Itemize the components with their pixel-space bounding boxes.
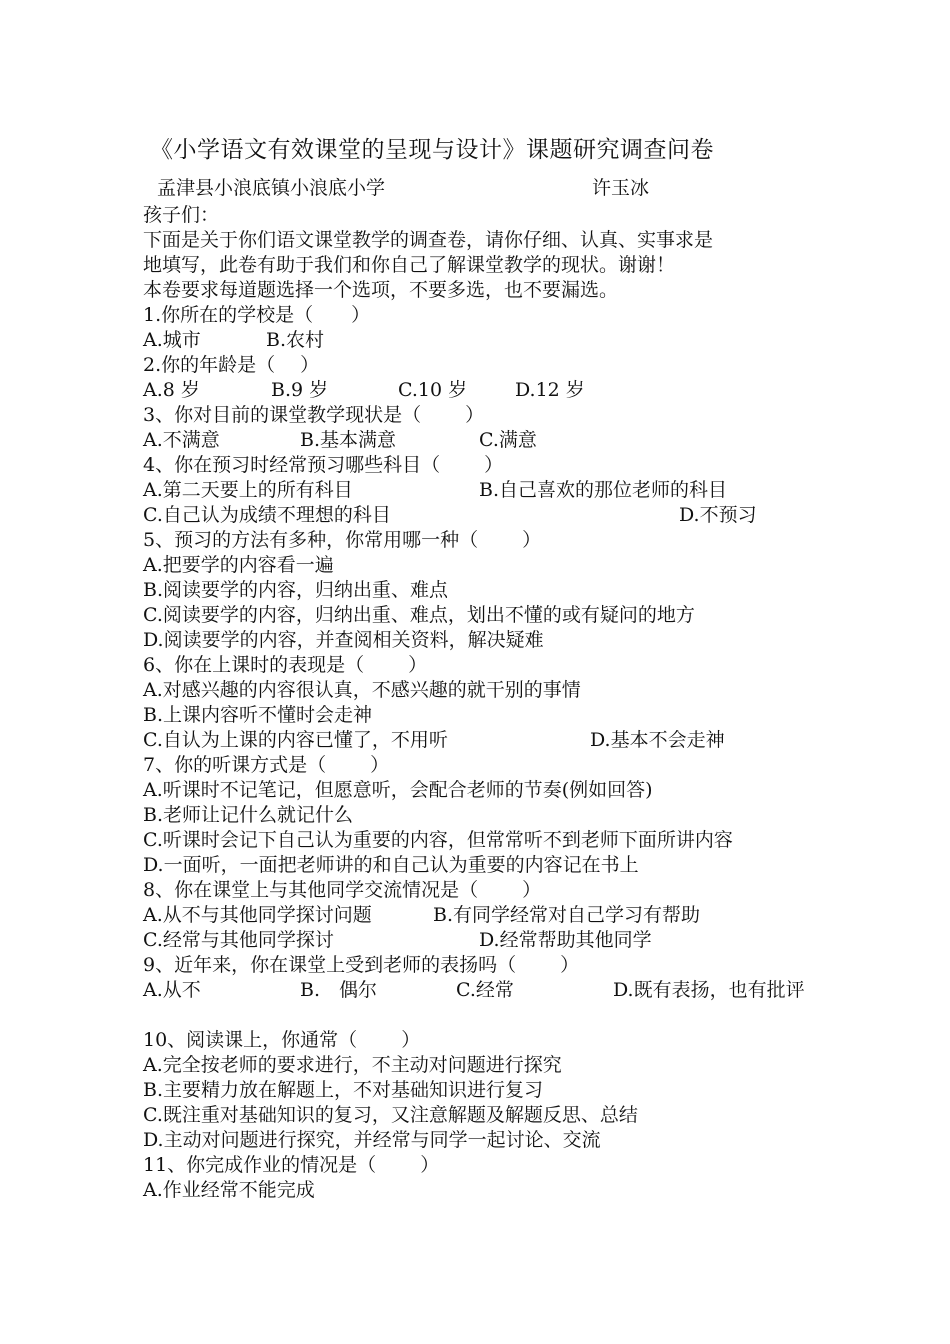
option-d: D.阅读要学的内容，并查阅相关资料，解决疑难 <box>143 629 544 651</box>
document-body <box>143 203 813 1203</box>
option-b: B.老师让记什么就记什么 <box>143 804 354 826</box>
question-6: 6、你在上课时的表现是（ ） <box>143 654 428 676</box>
question-9-options <box>143 978 813 1028</box>
option-d: D.基本不会走神 <box>590 729 725 751</box>
question-11: 11、你完成作业的情况是（ ） <box>143 1154 440 1176</box>
question-4: 4、你在预习时经常预习哪些科目（ ） <box>143 454 504 476</box>
option-a: A.对感兴趣的内容很认真，不感兴趣的就干别的事情 <box>143 679 581 701</box>
question-8: 8、你在课堂上与其他同学交流情况是（ ） <box>143 879 542 901</box>
author-school: 孟津县小浪底镇小浪底小学 <box>157 177 386 199</box>
option-a: A.听课时不记笔记，但愿意听，会配合老师的节奏(例如回答) <box>143 779 653 801</box>
option-d: D.一面听，一面把老师讲的和自己认为重要的内容记在书上 <box>143 854 639 876</box>
question-3: 3、你对目前的课堂教学现状是（ ） <box>143 404 485 426</box>
option-b: B. 偶尔 <box>300 979 378 1001</box>
question-8-options-row1 <box>143 903 813 928</box>
author-name: 许玉冰 <box>592 177 650 199</box>
option-d: D.12 岁 <box>515 379 585 401</box>
option-d: D.既有表扬，也有批评 <box>613 979 805 1001</box>
option-d: D.主动对问题进行探究，并经常与同学一起讨论、交流 <box>143 1129 601 1151</box>
option-b: B.上课内容听不懂时会走神 <box>143 704 373 726</box>
option-d: D.不预习 <box>679 504 757 526</box>
option-b: B.自己喜欢的那位老师的科目 <box>479 479 728 501</box>
question-8-options-row2 <box>143 928 813 953</box>
question-1-options <box>143 328 813 353</box>
option-c: C.经常 <box>456 979 514 1001</box>
option-b: B.阅读要学的内容，归纳出重、难点 <box>143 579 449 601</box>
option-a: A.第二天要上的所有科目 <box>143 479 353 501</box>
option-a: A.完全按老师的要求进行，不主动对问题进行探究 <box>143 1054 562 1076</box>
question-6-options-row <box>143 728 813 753</box>
option-c: C.既注重对基础知识的复习，又注意解题及解题反思、总结 <box>143 1104 638 1126</box>
question-2: 2.你的年龄是（ ） <box>143 354 320 376</box>
question-2-options <box>143 378 813 403</box>
question-1: 1.你所在的学校是（ ） <box>143 304 371 326</box>
question-3-options <box>143 428 813 453</box>
option-a: A.不满意 <box>143 429 220 451</box>
intro-paragraph-line: 地填写，此卷有助于我们和你自己了解课堂教学的现状。谢谢！ <box>143 254 676 276</box>
option-c: C.自己认为成绩不理想的科目 <box>143 504 391 526</box>
option-c: C.满意 <box>479 429 537 451</box>
question-9: 9、近年来，你在课堂上受到老师的表扬吗（ ） <box>143 954 580 976</box>
option-b: B.农村 <box>266 329 325 351</box>
greeting: 孩子们： <box>143 204 220 226</box>
option-b: B.主要精力放在解题上，不对基础知识进行复习 <box>143 1079 544 1101</box>
question-10: 10、阅读课上，你通常（ ） <box>143 1029 421 1051</box>
question-7: 7、你的听课方式是（ ） <box>143 754 390 776</box>
option-a: A.城市 <box>143 329 201 351</box>
option-a: A.8 岁 <box>143 379 200 401</box>
instructions: 本卷要求每道题选择一个选项，不要多选，也不要漏选。 <box>143 279 619 301</box>
intro-paragraph-line: 下面是关于你们语文课堂教学的调查卷，请你仔细、认真、实事求是 <box>143 229 714 251</box>
option-a: A.从不与其他同学探讨问题 <box>143 904 372 926</box>
option-b: B.有同学经常对自己学习有帮助 <box>433 904 701 926</box>
option-c: C.自认为上课的内容已懂了，不用听 <box>143 729 448 751</box>
question-4-options-row2 <box>143 503 813 528</box>
option-a: A.从不 <box>143 979 201 1001</box>
question-5: 5、预习的方法有多种，你常用哪一种（ ） <box>143 529 542 551</box>
question-4-options-row1 <box>143 478 813 503</box>
option-c: C.阅读要学的内容，归纳出重、难点，划出不懂的或有疑问的地方 <box>143 604 695 626</box>
option-c: C.经常与其他同学探讨 <box>143 929 334 951</box>
option-a: A.作业经常不能完成 <box>143 1179 315 1201</box>
option-a: A.把要学的内容看一遍 <box>143 554 334 576</box>
option-b: B.9 岁 <box>271 379 329 401</box>
document-title: 《小学语文有效课堂的呈现与设计》课题研究调查问卷 <box>150 137 714 163</box>
option-c: C.听课时会记下自己认为重要的内容，但常常听不到老师下面所讲内容 <box>143 829 733 851</box>
option-c: C.10 岁 <box>398 379 468 401</box>
option-b: B.基本满意 <box>300 429 397 451</box>
option-d: D.经常帮助其他同学 <box>479 929 652 951</box>
